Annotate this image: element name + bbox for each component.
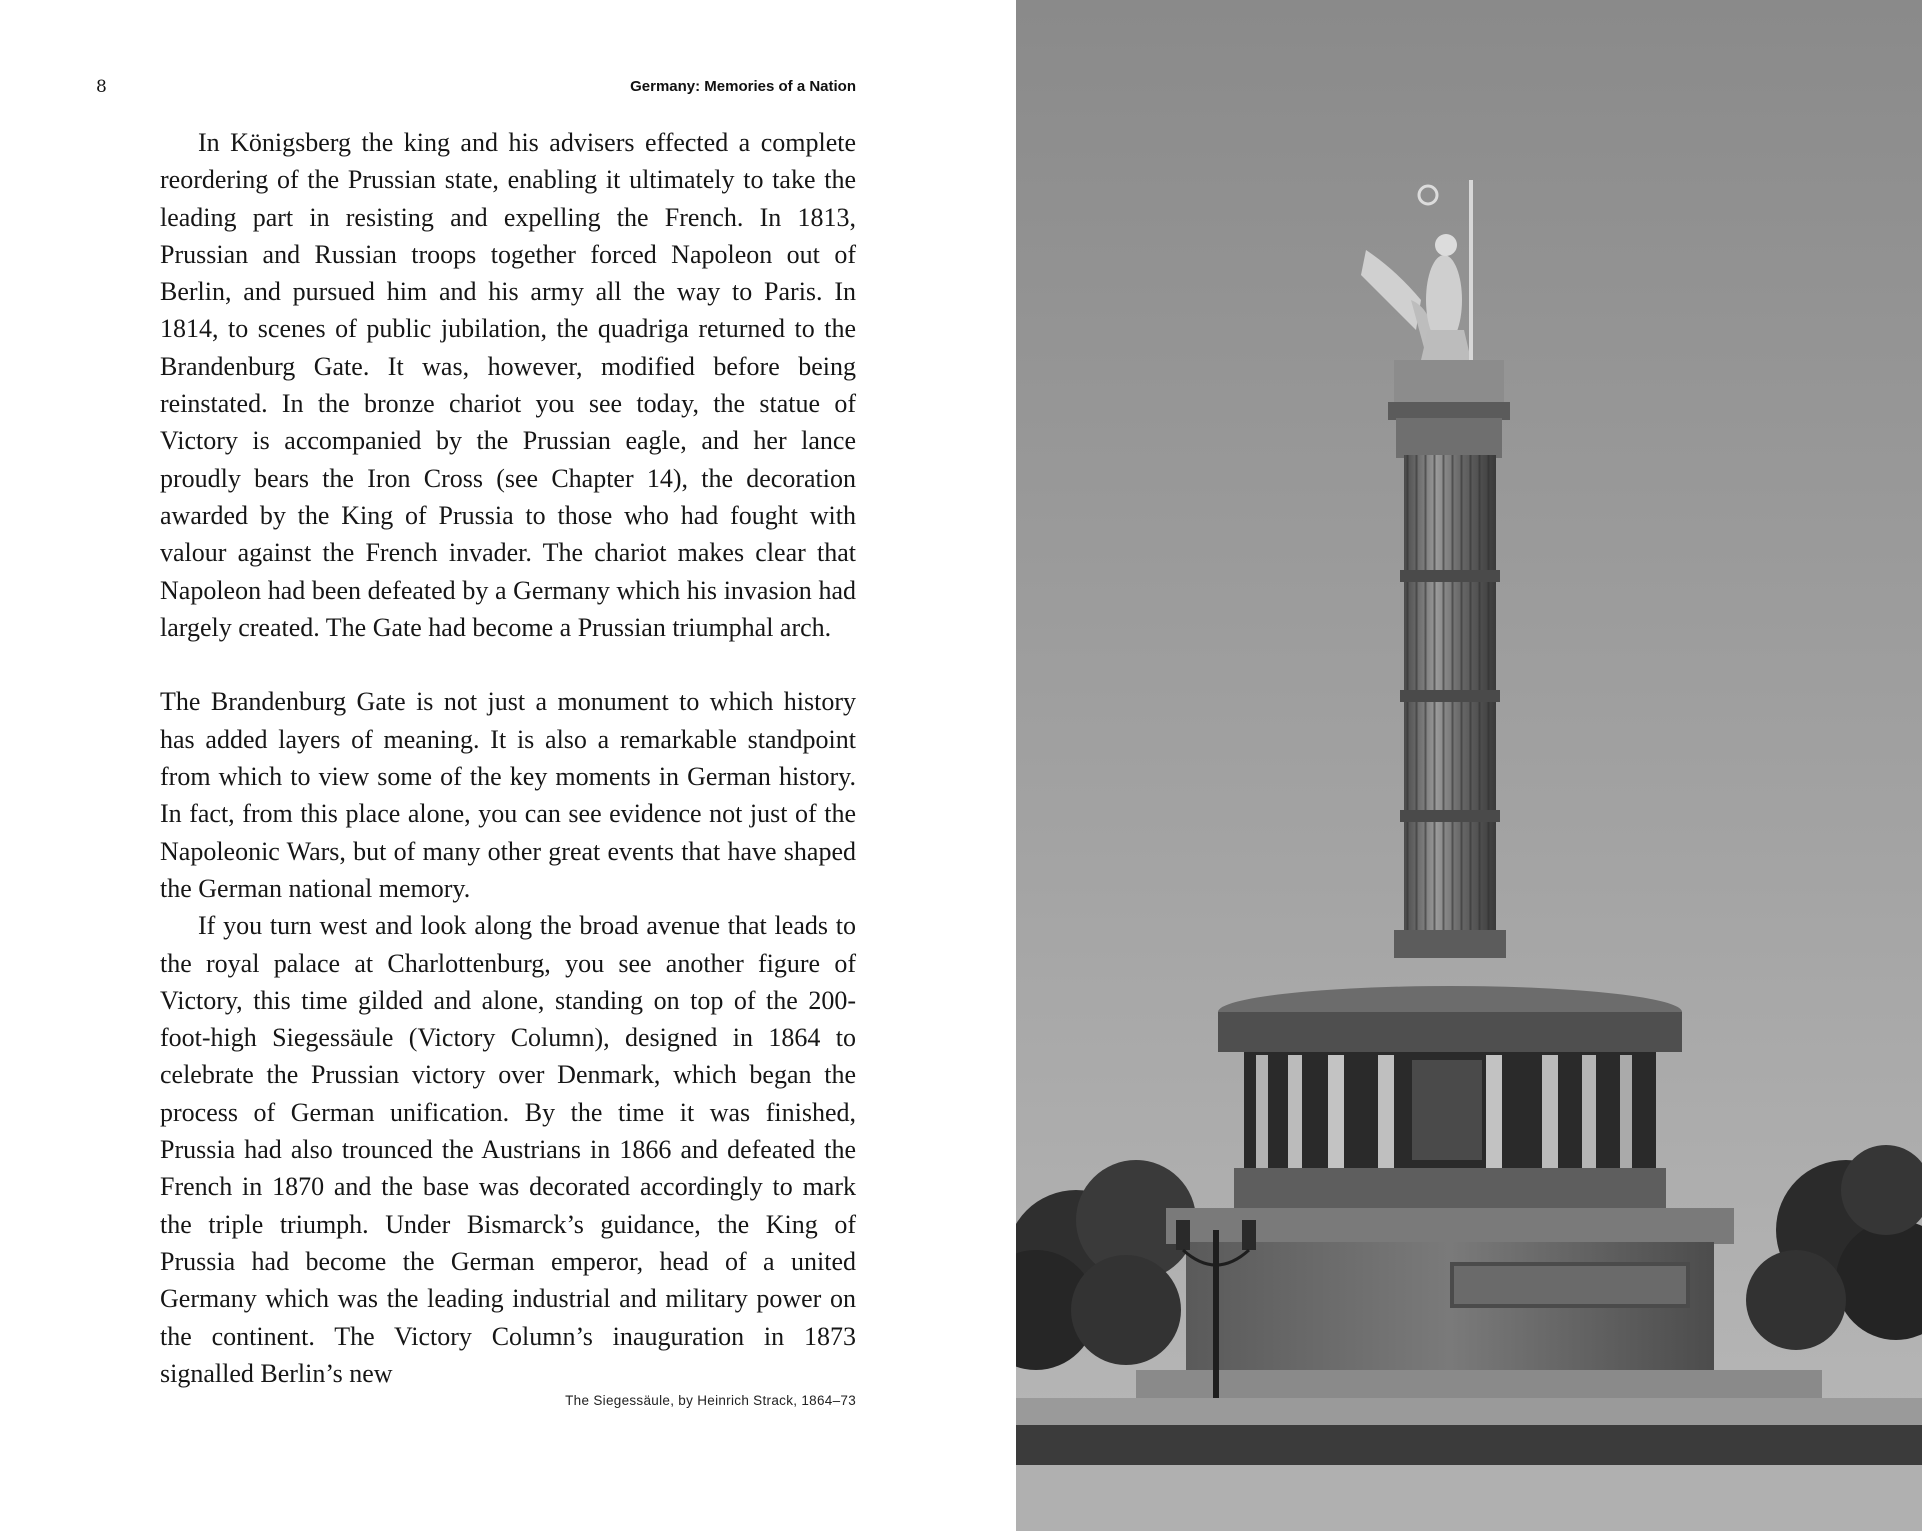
paragraph-3: If you turn west and look along the broad avenue that leads to the royal palace at Charlottenburg, you see another figure of Victory, this time gilded and alone, standing on top of the 200-foot-high Siegessäule (Victory Column), designed in 1864 to celebrate the Prussian victory over Denmark, which began the process of German unification. By the time it was finished, Prussia had also trounced the Austrians in 1866 and defeated the French in 1870 and the base was decorated accordingly to mark the triple triumph. Under Bismarck’s guidance, the King of Prussia had become the German emperor, head of a united Germany which was the leading industrial and military power on the continent. The Victory Column’s inauguration in 1873 signalled Berlin’s new: [160, 911, 856, 1388]
paragraph-1: In Königsberg the king and his advisers effected a complete reordering of the Prussian state, enabling it ultimately to take the leading part in resisting and expelling the French. In 1813, Prussian and Russian troops together forced Napoleon out of Berlin, and pursued him and his army all the way to Paris. In 1814, to scenes of public jubilation, the quadriga returned to the Brandenburg Gate. It was, however, modified before being reinstated. In the bronze chariot you see today, the statue of Victory is accompanied by the Prussian eagle, and her lance proudly bears the Iron Cross (see Chapter 14), the decoration awarded by the King of Prussia to those who had fought with valour against the French invader. The chariot makes clear that Napoleon had been defeated by a Germany which his invasion had largely created. The Gate had become a Prussian triumphal arch.: [160, 128, 856, 642]
paragraph-2: The Brandenburg Gate is not just a monument to which history has added layers of meaning. It is also a remarkable standpoint from which to view some of the key moments in German history. In fact, from this place alone, you can see evidence not just of the Napoleonic Wars, but of many other great events that have shaped the German national memory.: [160, 687, 856, 903]
column-shaft: [1394, 455, 1506, 958]
steps: [1016, 1398, 1922, 1428]
road: [1016, 1465, 1922, 1531]
running-head: Germany: Memories of a Nation: [630, 78, 856, 95]
photo-illustration: [1016, 0, 1922, 1531]
body-text: [160, 124, 856, 1392]
page-number: 8: [96, 77, 107, 97]
column-capital: [1394, 360, 1504, 408]
colonnade: [1218, 986, 1682, 1208]
hedge: [1016, 1425, 1922, 1465]
victory-column-photo: [1016, 0, 1922, 1531]
figure-caption: The Siegessäule, by Heinrich Strack, 1864–73: [565, 1393, 856, 1408]
